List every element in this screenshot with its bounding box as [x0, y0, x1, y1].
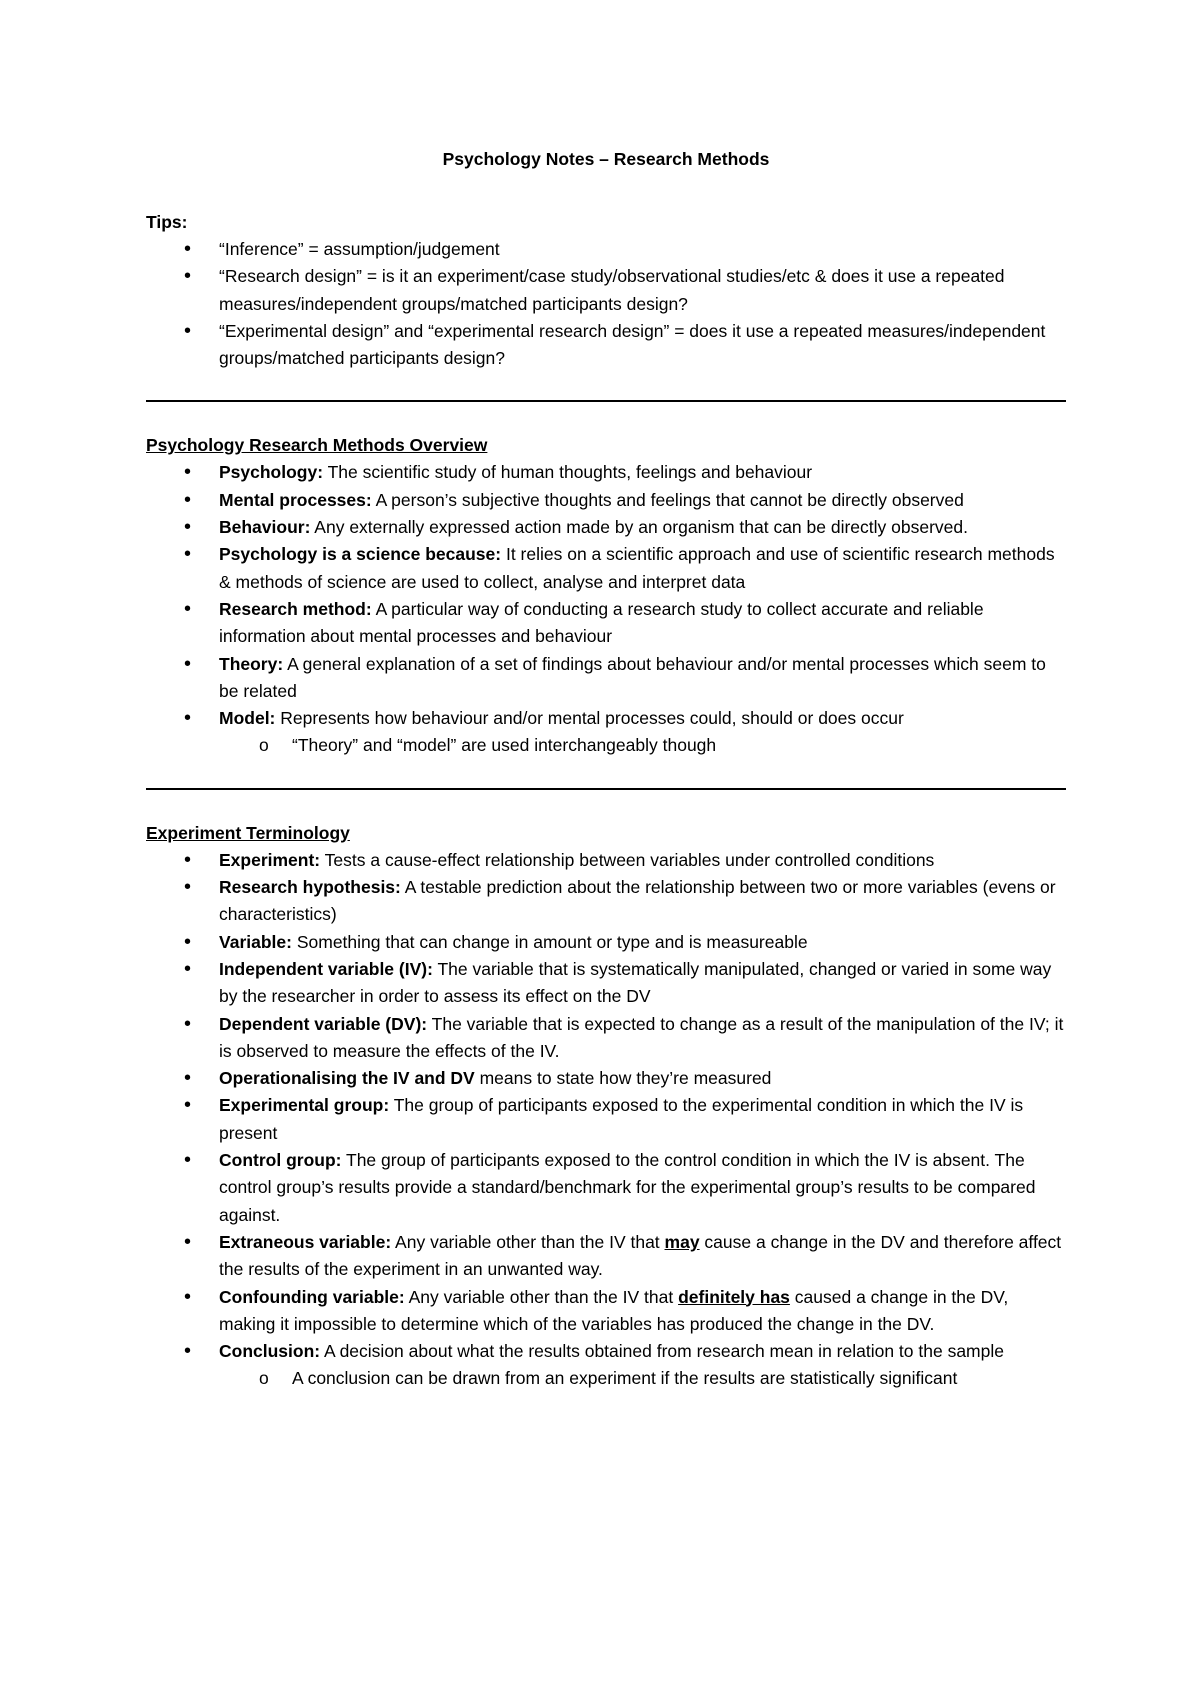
term-definition: Something that can change in amount or type and is measureable: [291, 931, 808, 952]
term-label: Extraneous variable:: [219, 1231, 392, 1252]
list-item: [146, 1147, 1066, 1229]
term-label: Variable:: [219, 931, 292, 952]
term-label: Model:: [219, 708, 276, 729]
list-item: [146, 596, 1066, 651]
term-definition: It relies on a scientific approach and use of scientific research methods & methods of science are used to collect, analyse and interpret data: [219, 544, 1055, 592]
term-definition: A person’s subjective thoughts and feelings that cannot be directly observed: [371, 489, 964, 510]
section-divider: [146, 788, 1066, 790]
list-item: [146, 487, 1066, 514]
term-definition: The scientific study of human thoughts, feelings and behaviour: [323, 462, 813, 483]
overview-list: [146, 459, 1066, 759]
term-label: Mental processes:: [219, 489, 372, 510]
term-label: Confounding variable:: [219, 1286, 405, 1307]
terminology-list: [146, 847, 1066, 1393]
term-label: Experimental group:: [219, 1095, 390, 1116]
list-item: [146, 1338, 1066, 1393]
term-definition: means to state how they’re measured: [474, 1068, 772, 1089]
term-label: Research hypothesis:: [219, 877, 401, 898]
term-definition: Represents how behaviour and/or mental processes could, should or does occur: [275, 708, 904, 729]
term-label: Experiment:: [219, 849, 321, 870]
list-item: [146, 1284, 1066, 1339]
list-item: • “Inference” = assumption/judgement: [146, 236, 1066, 263]
section-divider: [146, 400, 1066, 402]
list-item: [146, 929, 1066, 956]
term-label: Conclusion:: [219, 1341, 321, 1362]
tips-list: [146, 236, 1066, 372]
term-definition: Any externally expressed action made by an organism that can be directly observed.: [310, 517, 968, 538]
term-definition: The group of participants exposed to the experimental condition in which the IV is present: [219, 1095, 1024, 1143]
term-label: Research method:: [219, 598, 372, 619]
term-definition: cause a change in the DV and therefore affect the results of the experiment in an unwanted way.: [219, 1231, 1062, 1280]
list-item: [146, 541, 1066, 596]
term-label: Independent variable (IV):: [219, 958, 433, 979]
term-label: Psychology is a science because:: [219, 544, 502, 565]
term-definition: Any variable other than the IV that: [391, 1231, 665, 1252]
term-definition: The group of participants exposed to the control condition in which the IV is absent. The control group’s results provide a standard/benchmark for the experimental group’s results to be compared against.: [219, 1150, 1036, 1225]
term-label: Theory:: [219, 653, 284, 674]
term-definition: Tests a cause-effect relationship between variables under controlled conditions: [320, 849, 935, 870]
overview-heading: Psychology Research Methods Overview: [146, 435, 488, 456]
term-label: Dependent variable (DV):: [219, 1013, 428, 1034]
list-item: [146, 1092, 1066, 1147]
term-label: Psychology:: [219, 462, 324, 483]
list-item: [146, 459, 1066, 486]
sub-list-item: o “Theory” and “model” are used interchangeably though: [219, 732, 1066, 759]
term-definition: A general explanation of a set of findings about behaviour and/or mental processes which seem to be related: [219, 653, 1046, 701]
list-item: [146, 1065, 1066, 1092]
term-definition: The variable that is systematically manipulated, changed or varied in some way by the researcher in order to assess its effect on the DV: [219, 958, 1052, 1007]
terminology-heading: Experiment Terminology: [146, 822, 350, 843]
list-item: [146, 847, 1066, 874]
list-item: [146, 651, 1066, 706]
term-definition: A particular way of conducting a research study to collect accurate and reliable information about mental processes and behaviour: [219, 598, 984, 647]
list-item: [146, 514, 1066, 541]
term-label: Operationalising the IV and DV: [219, 1068, 475, 1089]
list-item: [146, 705, 1066, 760]
term-definition: caused a change in the DV, making it impossible to determine which of the variables has produced the change in the DV.: [219, 1286, 1009, 1334]
page-title: Psychology Notes – Research Methods: [442, 149, 770, 169]
sub-list: [219, 1365, 1066, 1392]
tips-label: Tips:: [146, 212, 188, 232]
emphasis-text: may: [664, 1231, 700, 1252]
list-item: [146, 874, 1066, 929]
term-label: Control group:: [219, 1150, 342, 1171]
term-label: Behaviour:: [219, 517, 311, 538]
list-item: • “Experimental design” and “experimental research design” = does it use a repeated measures/independent groups/matched participants design?: [146, 318, 1066, 373]
list-item: [146, 956, 1066, 1011]
emphasis-text: definitely has: [678, 1286, 790, 1307]
term-definition: A testable prediction about the relationship between two or more variables (evens or characteristics): [219, 877, 1056, 925]
list-item: • “Research design” = is it an experiment/case study/observational studies/etc & does it use a repeated measures/independent groups/matched participants design?: [146, 263, 1066, 318]
sub-list: [219, 732, 1066, 759]
term-definition: Any variable other than the IV that: [404, 1286, 679, 1307]
term-definition: The variable that is expected to change as a result of the manipulation of the IV; it is observed to measure the effects of the IV.: [219, 1013, 1064, 1061]
list-item: [146, 1229, 1066, 1284]
term-definition: A decision about what the results obtained from research mean in relation to the sample: [320, 1341, 1004, 1362]
document-page: [146, 146, 1066, 1393]
sub-list-item: o A conclusion can be drawn from an experiment if the results are statistically significant: [219, 1365, 1066, 1392]
list-item: [146, 1011, 1066, 1066]
